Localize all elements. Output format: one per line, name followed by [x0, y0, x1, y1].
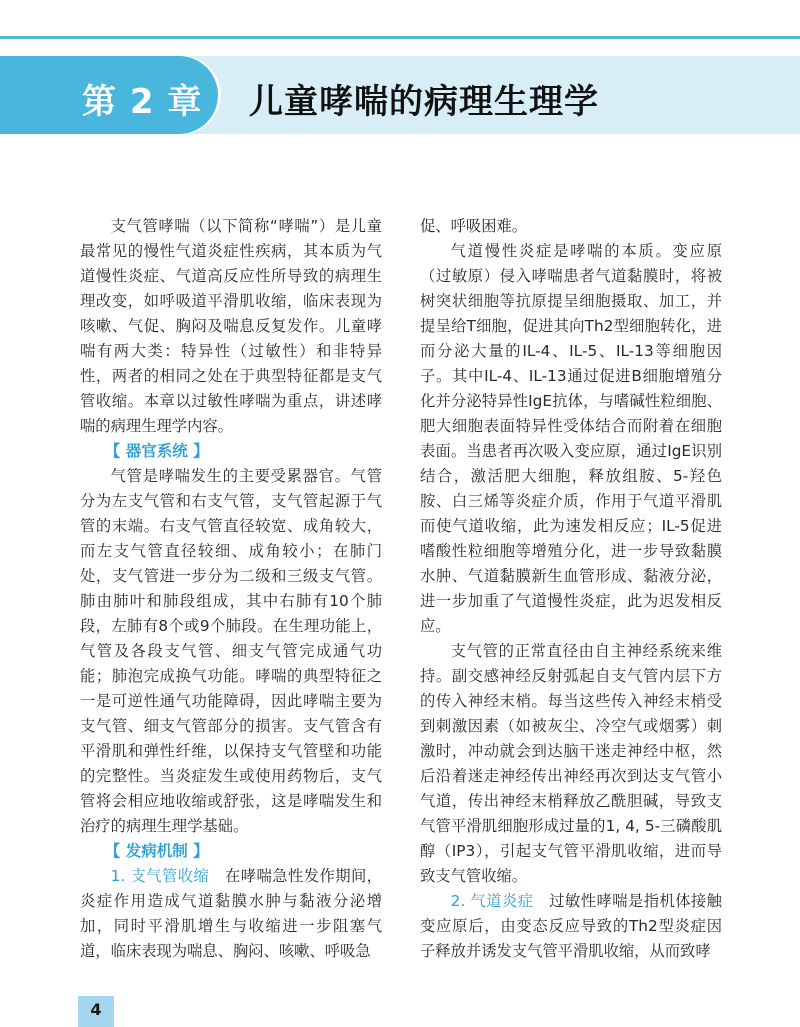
- continued-text: 促、呼吸困难。: [420, 217, 528, 235]
- chapter-number: 第 2 章: [82, 82, 203, 122]
- page-number: 4: [90, 1000, 102, 1019]
- chapter-title: 儿童哮喘的病理生理学: [249, 82, 599, 122]
- airway-inflammation-mechanism-paragraph: 气道慢性炎症是哮喘的本质。变应原（过敏原）侵入哮喘患者气道黏膜时，将被树突状细胞等抗原提呈细胞摄取、加工，并提呈给T细胞，促进其向Th2型细胞转化，进而分泌大量的IL-4、IL-5、IL-13等细胞因子。其中IL-4、IL-13通过促进B细胞增殖分化并分泌特异性IgE抗体，与嗜碱性粒细胞、肥大细胞表面特异性受体结合而附着在细胞表面。当患者再次吸入变应原，通过IgE识别结合，激活肥大细胞，释放组胺、5-羟色胺、白三烯等炎症介质，作用于气道平滑肌而使气道收缩，此为速发相反应；IL-5促进嗜酸性粒细胞等增殖分化，进一步导致黏膜水肿、气道黏膜新生血管形成、黏液分泌，进一步加重了气道慢性炎症，此为迟发相反应。: [420, 242, 722, 635]
- top-rule: [0, 36, 800, 39]
- page-number-box: [78, 996, 114, 1027]
- section-heading-organ-system: 【 器官系统 】: [104, 442, 209, 460]
- left-column: [80, 214, 382, 964]
- airway-inflammation-paragraph: [420, 889, 722, 964]
- airway-inflammation-text: 过敏性哮喘是指机体接触变应原后，由变态反应导致的Th2型炎症因子释放并诱发支气管平滑肌收缩，从而致哮: [420, 892, 722, 960]
- bronchoconstriction-text: 在哮喘急性发作期间，炎症作用造成气道黏膜水肿与黏液分泌增加，同时平滑肌增生与收缩进一步阻塞气道，临床表现为喘息、胸闷、咳嗽、呼吸急: [80, 867, 382, 960]
- subheading-bronchoconstriction: 1. 支气管收缩: [110, 867, 210, 885]
- intro-paragraph: 支气管哮喘（以下简称“哮喘”）是儿童最常见的慢性气道炎症性疾病，其本质为气道慢性炎症、气道高反应性所导致的病理生理改变，如呼吸道平滑肌收缩，临床表现为咳嗽、气促、胸闷及喘息反复发作。儿童哮喘有两大类：特异性（过敏性）和非特异性，两者的相同之处在于典型特征都是支气管收缩。本章以过敏性哮喘为重点，讲述哮喘的病理生理学内容。: [80, 217, 382, 435]
- right-column: [420, 214, 722, 964]
- organ-system-paragraph: 气管是哮喘发生的主要受累器官。气管分为左支气管和右支气管，支气管起源于气管的末端。右支气管直径较宽、成角较大，而左支气管直径较细、成角较小；在肺门处，支气管进一步分为二级和三级支气管。肺由肺叶和肺段组成，其中右肺有10个肺段，左肺有8个或9个肺段。在生理功能上，气管及各段支气管、细支气管完成通气功能；肺泡完成换气功能。哮喘的典型特征之一是可逆性通气功能障碍，因此哮喘主要为支气管、细支气管部分的损害。支气管含有平滑肌和弹性纤维，以保持支气管壁和功能的完整性。当炎症发生或使用药物后，支气管将会相应地收缩或舒张，这是哮喘发生和治疗的病理生理学基础。: [80, 467, 382, 835]
- section-heading-pathogenesis: 【 发病机制 】: [104, 842, 209, 860]
- bronchoconstriction-paragraph: [80, 864, 382, 964]
- subheading-airway-inflammation: 2. 气道炎症: [450, 892, 534, 910]
- autonomic-nerve-paragraph: 支气管的正常直径由自主神经系统来维持。副交感神经反射弧起自支气管内层下方的传入神经末梢。每当这些传入神经末梢受到刺激因素（如被灰尘、冷空气或烟雾）刺激时，冲动就会到达脑干迷走神经中枢，然后沿着迷走神经传出神经再次到达支气管小气道，传出神经末梢释放乙酰胆碱，导致支气管平滑肌细胞形成过量的1, 4, 5-三磷酸肌醇（IP3），引起支气管平滑肌收缩，进而导致支气管收缩。: [420, 642, 722, 885]
